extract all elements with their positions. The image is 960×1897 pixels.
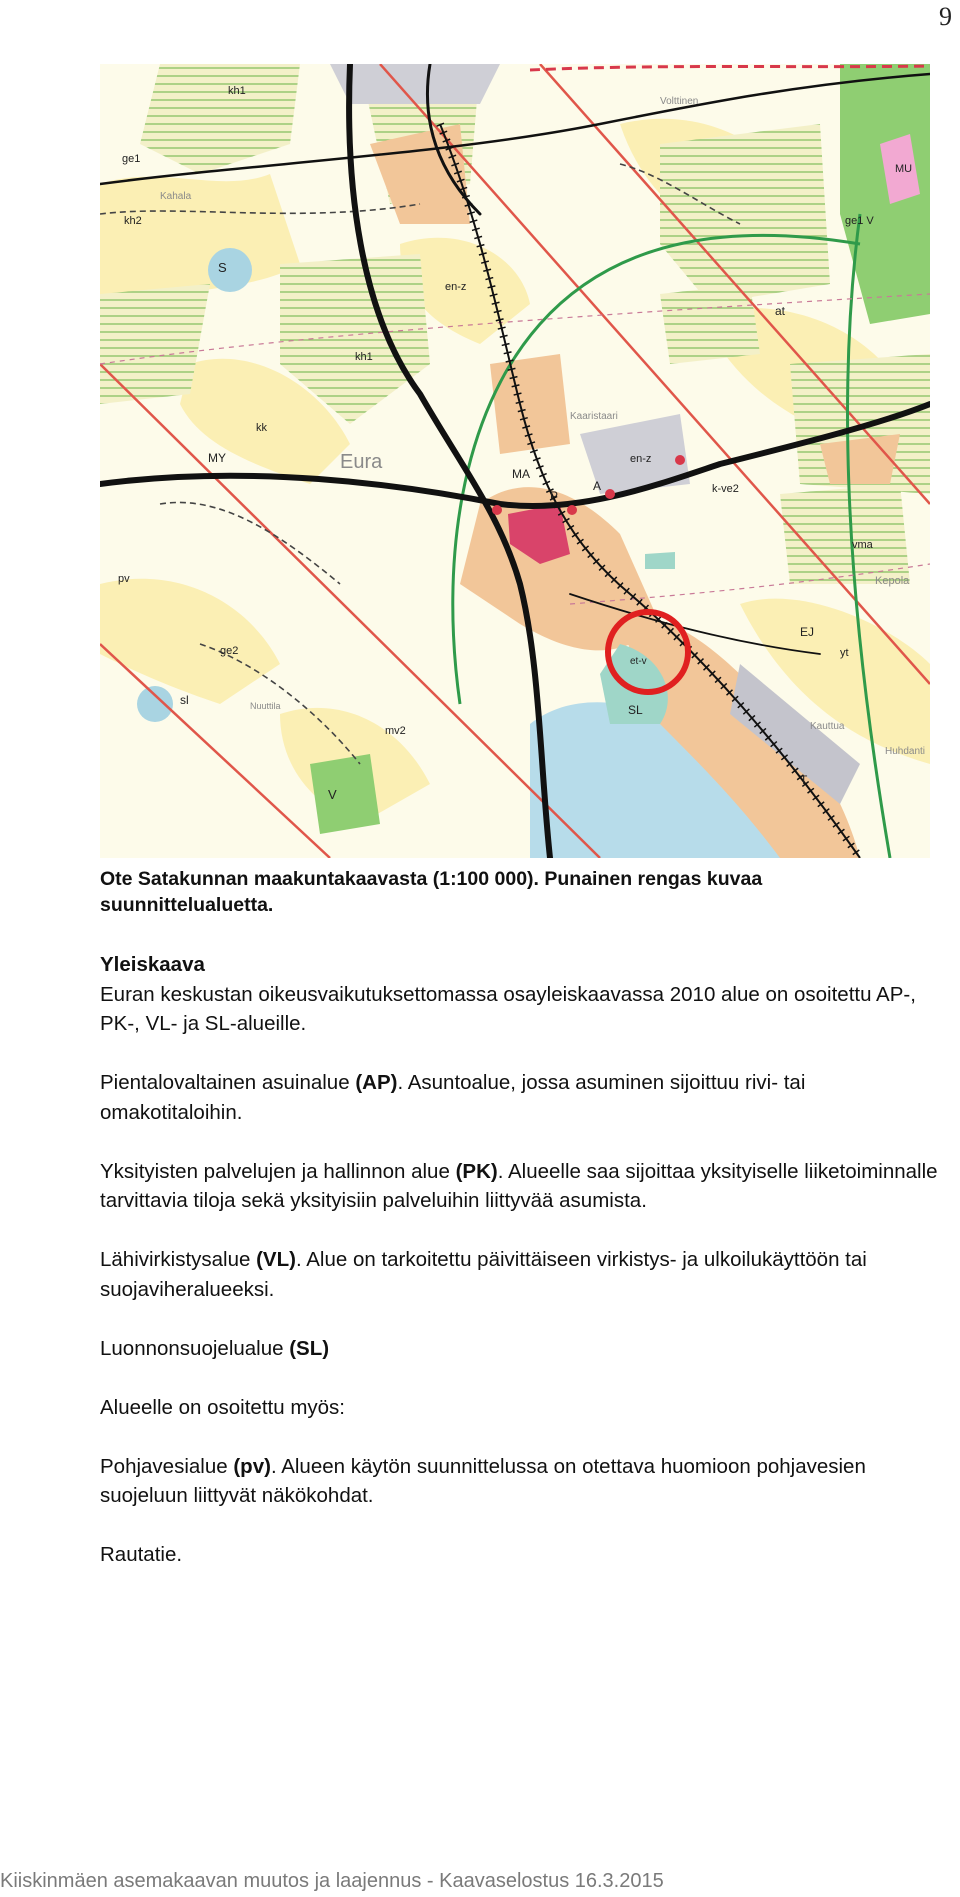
pk-code: (PK)	[455, 1159, 498, 1183]
place-name: Kauttua	[810, 721, 845, 732]
map-symbol: MU	[895, 163, 913, 175]
map-symbol: kh2	[124, 215, 142, 227]
map-symbol: SL	[628, 703, 643, 717]
map-symbol: T	[800, 773, 808, 787]
section-heading: Yleiskaava	[100, 953, 205, 976]
map-symbol: P	[550, 489, 559, 503]
map-symbol: pv	[118, 573, 130, 585]
map-symbol: kh1	[228, 85, 246, 97]
map-symbol: ge1 V	[845, 215, 874, 227]
page-footer: Kiiskinmäen asemakaavan muutos ja laajennus - Kaavaselostus 16.3.2015	[0, 1870, 664, 1892]
plan-description	[100, 950, 950, 1599]
vl-text: . Alue on tarkoitettu päivittäiseen virkistys- ja ulkoilukäyttöön tai suojaviheralueeksi.	[100, 1248, 867, 1301]
place-name: Nuuttila	[250, 701, 281, 711]
pk-lead: Yksityisten palvelujen ja hallinnon alue	[100, 1159, 450, 1183]
map-symbol: ge1	[122, 153, 141, 165]
small-lake-sw	[137, 686, 173, 722]
industrial-area-north	[330, 64, 500, 104]
recreation-area-v	[310, 754, 380, 834]
map-symbol: et-v	[630, 656, 647, 667]
map-symbol: sl	[180, 693, 189, 707]
place-name: Volttinen	[660, 96, 699, 107]
regional-plan-map	[100, 64, 930, 858]
map-symbol: A	[593, 479, 602, 493]
map-symbol: kk	[256, 422, 267, 434]
sl-paragraph	[100, 1334, 950, 1364]
ap-paragraph	[100, 1068, 950, 1127]
pv-paragraph	[100, 1452, 950, 1511]
map-symbol: en-z	[445, 281, 467, 293]
place-name: Kaaristaari	[570, 411, 618, 422]
vl-lead: Lähivirkistysalue	[100, 1248, 251, 1271]
small-lake-s	[208, 248, 252, 292]
map-symbol: ge2	[220, 645, 239, 657]
map-symbol: at	[775, 304, 786, 318]
ap-lead: Pientalovaltainen asuinalue	[100, 1071, 350, 1094]
map-symbol: S	[218, 260, 227, 275]
vl-paragraph	[100, 1245, 950, 1304]
map-symbol: EJ	[800, 625, 815, 639]
map-symbol: mv2	[385, 725, 406, 737]
sl-code: (SL)	[289, 1336, 330, 1360]
map-symbol: en-z	[630, 453, 652, 465]
map-symbol: yt	[840, 647, 849, 659]
ap-code: (AP)	[355, 1071, 398, 1094]
place-name: Kepola	[875, 575, 910, 587]
sl-lead: Luonnonsuojelualue	[100, 1336, 284, 1360]
map-symbol: kh1	[355, 351, 373, 363]
also-paragraph: Alueelle on osoitettu myös:	[100, 1395, 345, 1419]
pv-text: . Alueen käytön suunnittelussa on otettava huomioon pohjavesien suojeluun liittyvät näkökohdat.	[100, 1454, 866, 1507]
map-symbol: V	[328, 787, 337, 802]
vl-code: (VL)	[256, 1248, 296, 1271]
place-name: Kahala	[160, 191, 192, 202]
pv-lead: Pohjavesialue	[100, 1454, 228, 1478]
rail-paragraph: Rautatie.	[100, 1543, 183, 1566]
map-canvas	[100, 64, 930, 858]
place-name: Eura	[340, 451, 383, 473]
map-symbol: k-ve2	[712, 483, 739, 495]
nature-reserve-sl-east	[645, 552, 675, 569]
page-number: 9	[939, 2, 952, 31]
pk-text: . Alueelle saa sijoittaa yksityiselle liiketoiminnalle tarvittavia tiloja sekä yksityisiin palveluihin liittyvää asumista.	[100, 1159, 938, 1212]
pk-paragraph	[100, 1157, 950, 1216]
map-symbol: MA	[512, 467, 530, 481]
map-caption: Ote Satakunnan maakuntakaavasta (1:100 000). Punainen rengas kuvaa suunnittelualuetta.	[100, 868, 763, 916]
place-name: Huhdanti	[885, 746, 926, 757]
intro-paragraph: Euran keskustan oikeusvaikutuksettomassa osayleiskaavassa 2010 alue on osoitettu AP-, PK-, VL- ja SL-alueille.	[100, 982, 916, 1035]
map-symbol: MY	[208, 451, 226, 465]
ap-text: . Asuntoalue, jossa asuminen sijoittuu rivi- tai omakotitaloihin.	[100, 1071, 806, 1124]
pv-code: (pv)	[233, 1454, 271, 1478]
map-symbol: vma	[852, 539, 873, 551]
